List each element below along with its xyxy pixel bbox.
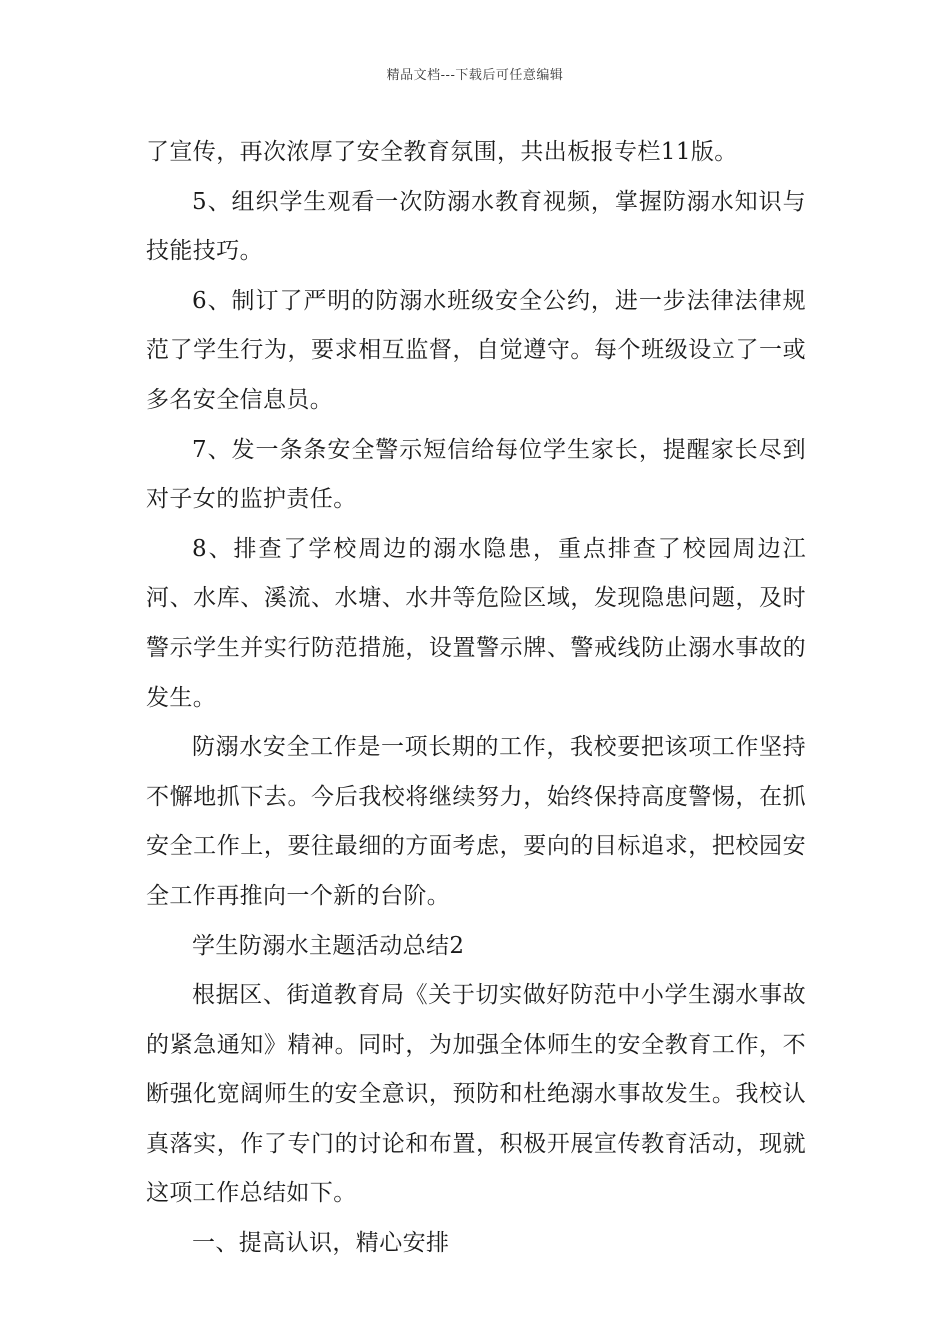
paragraph-item-6: 6、制订了严明的防溺水班级安全公约，进一步法律法律规范了学生行为，要求相互监督，自觉遵守。每个班级设立了一或多名安全信息员。 <box>146 287 806 413</box>
paragraph-intro: 根据区、街道教育局《关于切实做好防范中小学生溺水事故的紧急通知》精神。同时，为加强全体师生的安全教育工作，不断强化宽阔师生的安全意识，预防和杜绝溺水事故发生。我校认真落实，作了专门的讨论和布置，积极开展宣传教育活动，现就这项工作总结如下。 <box>146 982 806 1207</box>
subsection-heading: 一、提高认识，精心安排 <box>192 1230 450 1257</box>
paragraph-continuation: 了宣传，再次浓厚了安全教育氛围，共出板报专栏11版。 <box>146 139 738 165</box>
paragraph-item-8: 8、排查了学校周边的溺水隐患，重点排查了校园周边江河、水库、溪流、水塘、水井等危险区域，发现隐患问题，及时警示学生并实行防范措施，设置警示牌、警戒线防止溺水事故的发生。 <box>146 535 806 711</box>
paragraph-conclusion: 防溺水安全工作是一项长期的工作，我校要把该项工作坚持不懈地抓下去。今后我校将继续努力，始终保持高度警惕，在抓安全工作上，要往最细的方面考虑，要向的目标追求，把校园安全工作再推向一个新的台阶。 <box>146 734 806 909</box>
document-body <box>146 128 806 1269</box>
paragraph-item-5: 5、组织学生观看一次防溺水教育视频，掌握防溺水知识与技能技巧。 <box>146 188 806 265</box>
section-title: 学生防溺水主题活动总结2 <box>192 932 465 959</box>
page-header: 精品文档---下载后可任意编辑 <box>386 68 564 83</box>
paragraph-item-7: 7、发一条条安全警示短信给每位学生家长，提醒家长尽到对子女的监护责任。 <box>146 436 806 513</box>
